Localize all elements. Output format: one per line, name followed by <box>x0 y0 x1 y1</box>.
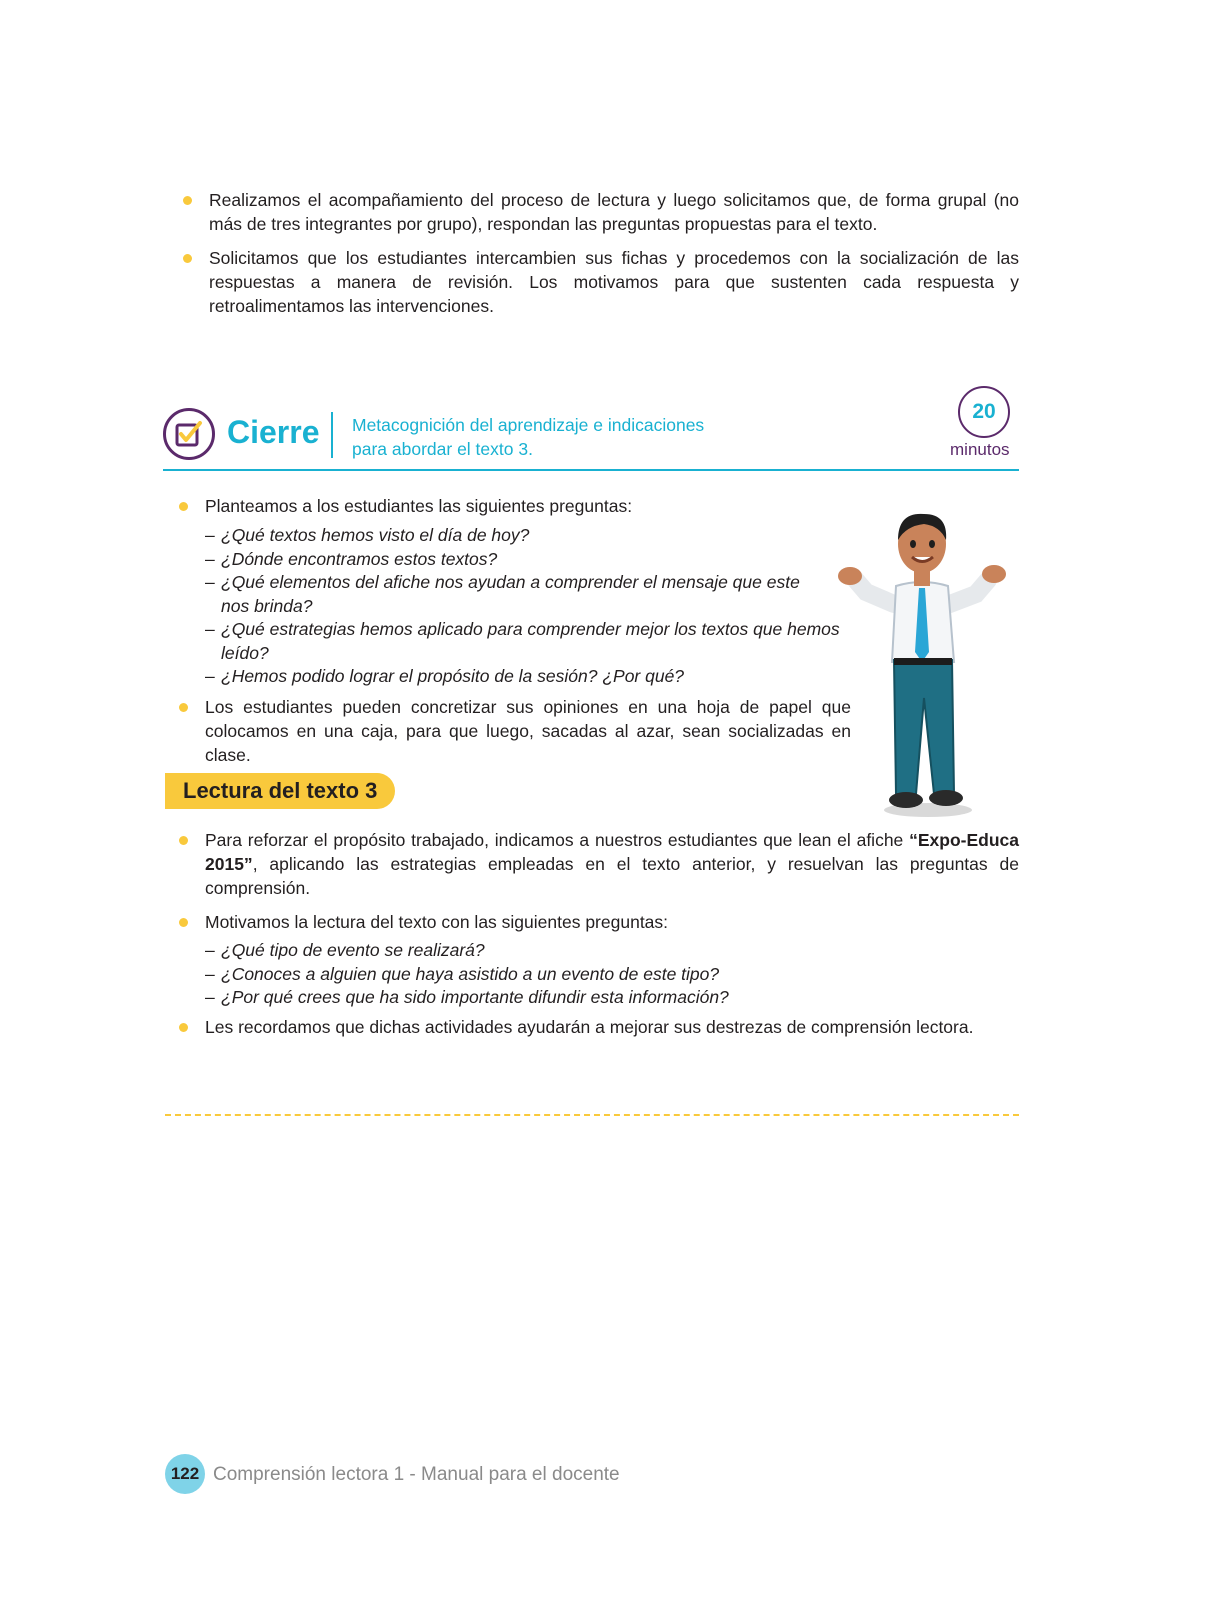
question-item: – ¿Hemos podido lograr el propósito de la sesión? ¿Por qué? <box>205 666 685 686</box>
poster-title: “Expo-Educa 2015” <box>205 830 1019 874</box>
question-list <box>179 939 1019 1010</box>
question-text: ¿Qué elementos del afiche nos ayudan a comprender el mensaje que este nos brinda? <box>221 572 800 616</box>
list-item <box>179 494 851 518</box>
question-item: – ¿Por qué crees que ha sido importante difundir esta información? <box>205 987 729 1007</box>
timer-icon <box>958 386 1010 438</box>
question-list <box>179 524 851 689</box>
bullet-dot <box>179 703 188 712</box>
section-title: Cierre <box>227 414 320 450</box>
top-bullet-list <box>183 188 1019 318</box>
question-text: ¿Qué estrategias hemos aplicado para comprender mejor los textos que hemos leído? <box>221 619 840 663</box>
bullet-text: Solicitamos que los estudiantes intercambien sus fichas y procedemos con la socialización de las respuestas a manera de revisión. Los motivamos para que sustenten cada respuesta y retroalimentamos las intervenciones. <box>209 248 1019 316</box>
text-run: , aplicando las estrategias empleadas en el texto anterior, y resuelvan las preguntas de comprensión. <box>205 854 1019 898</box>
bullet-dot <box>179 836 188 845</box>
timer-unit: minutos <box>950 440 1010 459</box>
list-item <box>179 1015 1019 1039</box>
question-text: ¿Qué tipo de evento se realizará? <box>221 940 485 960</box>
question-item: – ¿Conoces a alguien que haya asistido a un evento de este tipo? <box>205 963 720 984</box>
question-text: ¿Por qué crees que ha sido importante difundir esta información? <box>221 987 729 1007</box>
subtitle-line: Metacognición del aprendizaje e indicaciones <box>352 415 705 435</box>
bullet-text <box>205 828 1019 900</box>
question-text: ¿Dónde encontramos estos textos? <box>221 548 498 569</box>
checkbox-icon <box>163 408 215 460</box>
question-text: ¿Qué textos hemos visto el día de hoy? <box>221 525 530 545</box>
question-item: – ¿Qué tipo de evento se realizará? <box>205 940 485 960</box>
lectura-content <box>179 828 1019 1039</box>
bullet-dot <box>179 1023 188 1032</box>
question-item: – ¿Qué elementos del afiche nos ayudan a comprender el mensaje que este nos brinda? <box>205 572 800 616</box>
bullet-text: Los estudiantes pueden concretizar sus opiniones en una hoja de papel que colocamos en una caja, para que luego, sacadas al azar, sean socializadas en clase. <box>205 696 851 765</box>
question-text: ¿Conoces a alguien que haya asistido a un evento de este tipo? <box>221 963 720 984</box>
page-number: 122 <box>170 1464 200 1483</box>
header-underline <box>163 469 1019 471</box>
list-item <box>179 828 1019 900</box>
dashed-divider <box>165 1114 1019 1116</box>
timer-value: 20 <box>972 400 996 423</box>
bullet-text: Realizamos el acompañamiento del proceso de lectura y luego solicitamos que, de forma grupal (no más de tres integrantes por grupo), respondan las preguntas propuestas para el texto. <box>209 190 1019 234</box>
title-divider <box>331 412 333 458</box>
bullet-dot <box>183 196 192 205</box>
text-run: Para reforzar el propósito trabajado, indicamos a nuestros estudiantes que lean el afiche <box>205 830 910 850</box>
bullet-dot <box>183 254 192 263</box>
section-subtitle <box>352 413 704 461</box>
question-text: ¿Hemos podido lograr el propósito de la sesión? ¿Por qué? <box>221 666 685 686</box>
question-item: – ¿Dónde encontramos estos textos? <box>205 548 498 569</box>
subtitle-line: para abordar el texto 3. <box>352 439 533 459</box>
bullet-text: Les recordamos que dichas actividades ayudarán a mejorar sus destrezas de comprensión lectora. <box>205 1016 974 1037</box>
section-tag-label: Lectura del texto 3 <box>183 778 378 803</box>
bullet-dot <box>179 918 188 927</box>
page-number-badge <box>165 1454 205 1494</box>
teacher-illustration <box>836 512 1008 824</box>
bullet-dot <box>179 502 188 511</box>
footer-title: Comprensión lectora 1 - Manual para el docente <box>213 1464 620 1485</box>
list-item <box>183 246 1019 318</box>
cierre-content <box>179 494 851 767</box>
bullet-text: Motivamos la lectura del texto con las siguientes preguntas: <box>205 912 669 932</box>
list-item <box>183 188 1019 236</box>
section-tag <box>165 773 395 809</box>
question-item: – ¿Qué textos hemos visto el día de hoy? <box>205 525 530 545</box>
cierre-header <box>163 384 1019 472</box>
bullet-text: Planteamos a los estudiantes las siguientes preguntas: <box>205 496 633 516</box>
question-item: – ¿Qué estrategias hemos aplicado para comprender mejor los textos que hemos leído? <box>205 619 840 663</box>
list-item <box>179 695 851 767</box>
list-item <box>179 910 1019 934</box>
